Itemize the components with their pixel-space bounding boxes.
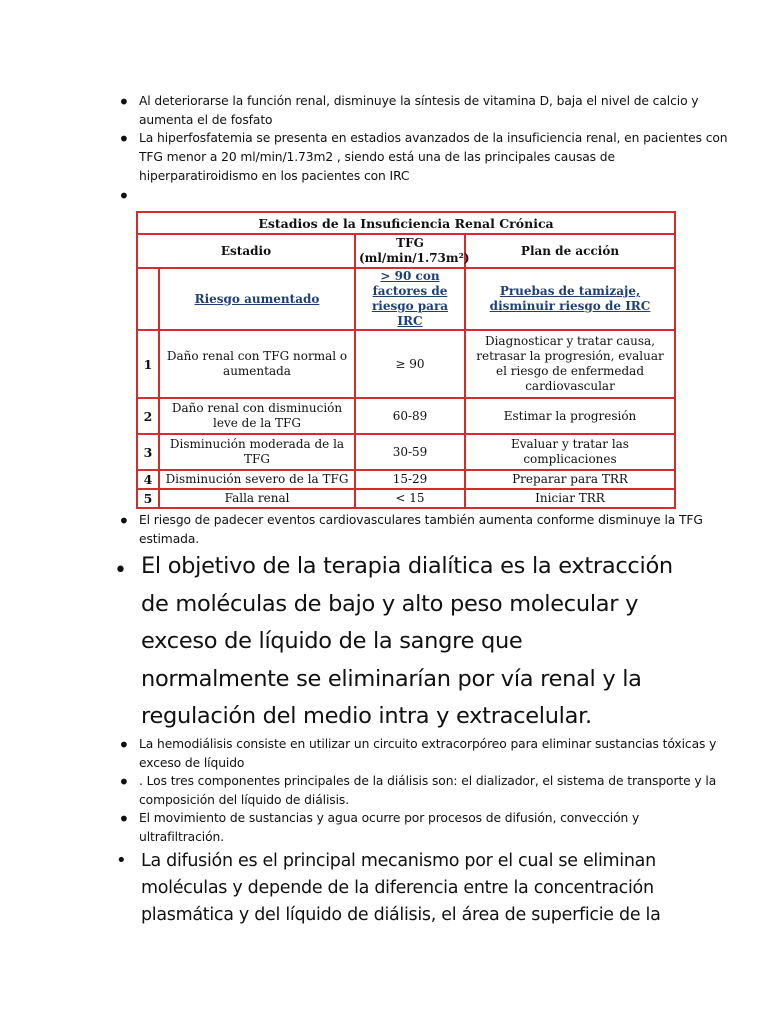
table-row (137, 398, 675, 434)
bullet-marker: • (114, 558, 127, 583)
row-tfg: 15-29 (355, 470, 465, 489)
text-line: Al deteriorarse la función renal, disminuye la síntesis de vitamina D, baja el nivel de calcio y (139, 94, 699, 108)
bullet-marker: • (116, 850, 127, 871)
text-line: regulación del medio intra y extracelular. (141, 703, 592, 729)
text-line: estimada. (139, 532, 200, 546)
row-stage: Daño renal con TFG normal o aumentada (159, 330, 355, 398)
stages-table (136, 211, 676, 506)
bullet-marker: • (118, 509, 130, 533)
text-line: ultrafiltración. (139, 830, 225, 844)
row-stage: Disminución moderada de la TFG (159, 434, 355, 470)
text-line: El objetivo de la terapia dialítica es la extracción (141, 553, 673, 579)
row-plan: Estimar la progresión (465, 398, 675, 434)
row-stage: Falla renal (159, 489, 355, 508)
text-line: aumenta el de fosfato (139, 113, 273, 127)
row-tfg: < 15 (355, 489, 465, 508)
bullet-marker: • (118, 184, 130, 208)
row-tfg: 60-89 (355, 398, 465, 434)
paragraph-movimiento (139, 809, 639, 847)
text-line: La difusión es el principal mecanismo por el cual se eliminan (141, 851, 656, 871)
text-line: composición del líquido de diálisis. (139, 793, 350, 807)
table-title: Estadios de la Insuficiencia Renal Crónica (137, 212, 675, 234)
paragraph-riesgo (139, 511, 703, 549)
table-row (137, 330, 675, 398)
bullet-marker: • (118, 807, 130, 831)
paragraph-vitamin-d (139, 92, 698, 130)
table-row (137, 434, 675, 470)
col-header-stage: Estadio (137, 234, 355, 268)
text-line: de moléculas de bajo y alto peso molecular y (141, 590, 639, 617)
text-line: exceso de líquido de la sangre que (141, 628, 523, 654)
row-num: 2 (137, 398, 159, 434)
text-line: La hemodiálisis consiste en utilizar un circuito extracorpóreo para eliminar sustancias tóxicas y (139, 737, 717, 751)
row-plan: Iniciar TRR (465, 489, 675, 508)
row-plan: Evaluar y tratar las complicaciones (465, 434, 675, 470)
col-header-tfg (355, 234, 470, 268)
row-num: 4 (137, 470, 159, 489)
text-line: La hiperfosfatemia se presenta en estadios avanzados de la insuficiencia renal, en pacientes con (139, 131, 728, 145)
row-tfg: 30-59 (355, 434, 465, 470)
row-stage: Disminución severo de la TFG (159, 470, 355, 489)
text-line: moléculas y depende de la diferencia entre la concentración (141, 878, 654, 898)
risk-row-tfg (355, 268, 465, 330)
risk-row-stage-text: Riesgo aumentado (194, 291, 320, 306)
risk-row-num (137, 268, 159, 330)
bullet-marker: • (118, 733, 130, 757)
text-line: TFG menor a 20 ml/min/1.73m2 , siendo está una de las principales causas de (139, 150, 615, 164)
table-row (137, 470, 675, 489)
paragraph-difusion (141, 848, 661, 929)
row-num: 5 (137, 489, 159, 508)
risk-row-plan (465, 268, 675, 330)
col-header-plan: Plan de acción (465, 234, 675, 268)
bullet-marker: • (118, 770, 130, 794)
risk-row-stage (159, 268, 355, 330)
col-header-tfg-line2: (ml/min/1.73m²) (359, 251, 470, 265)
text-line: El movimiento de sustancias y agua ocurre por procesos de difusión, convección y (139, 811, 640, 825)
text-line: exceso de líquido (139, 756, 245, 770)
col-header-tfg-line1: TFG (396, 236, 424, 250)
risk-row-tfg-text: > 90 con factores de riesgo para IRC (371, 269, 449, 328)
row-tfg: ≥ 90 (355, 330, 465, 398)
paragraph-hiperfosfatemia (139, 129, 727, 186)
paragraph-objetivo (141, 548, 673, 736)
table-row (137, 489, 675, 508)
row-plan: Diagnosticar y tratar causa, retrasar la progresión, evaluar el riesgo de enfermedad cardiovascular (465, 330, 675, 398)
text-line: hiperparatiroidismo en los pacientes con IRC (139, 169, 410, 183)
text-line: El riesgo de padecer eventos cardiovasculares también aumenta conforme disminuye la TFG (139, 513, 703, 527)
risk-row-plan-text: Pruebas de tamizaje, disminuir riesgo de IRC (489, 284, 651, 313)
text-line: . Los tres componentes principales de la diálisis son: el dializador, el sistema de transporte y la (139, 774, 717, 788)
bullet-marker: • (118, 90, 130, 114)
text-line: normalmente se eliminarían por vía renal y la (141, 665, 642, 692)
row-num: 1 (137, 330, 159, 398)
bullet-marker: • (118, 127, 130, 151)
text-line: plasmática y del líquido de diálisis, el área de superficie de la (141, 905, 661, 925)
row-num: 3 (137, 434, 159, 470)
paragraph-hemodialisis (139, 735, 716, 773)
paragraph-componentes (139, 772, 716, 810)
row-stage: Daño renal con disminución leve de la TFG (159, 398, 355, 434)
row-plan: Preparar para TRR (465, 470, 675, 489)
